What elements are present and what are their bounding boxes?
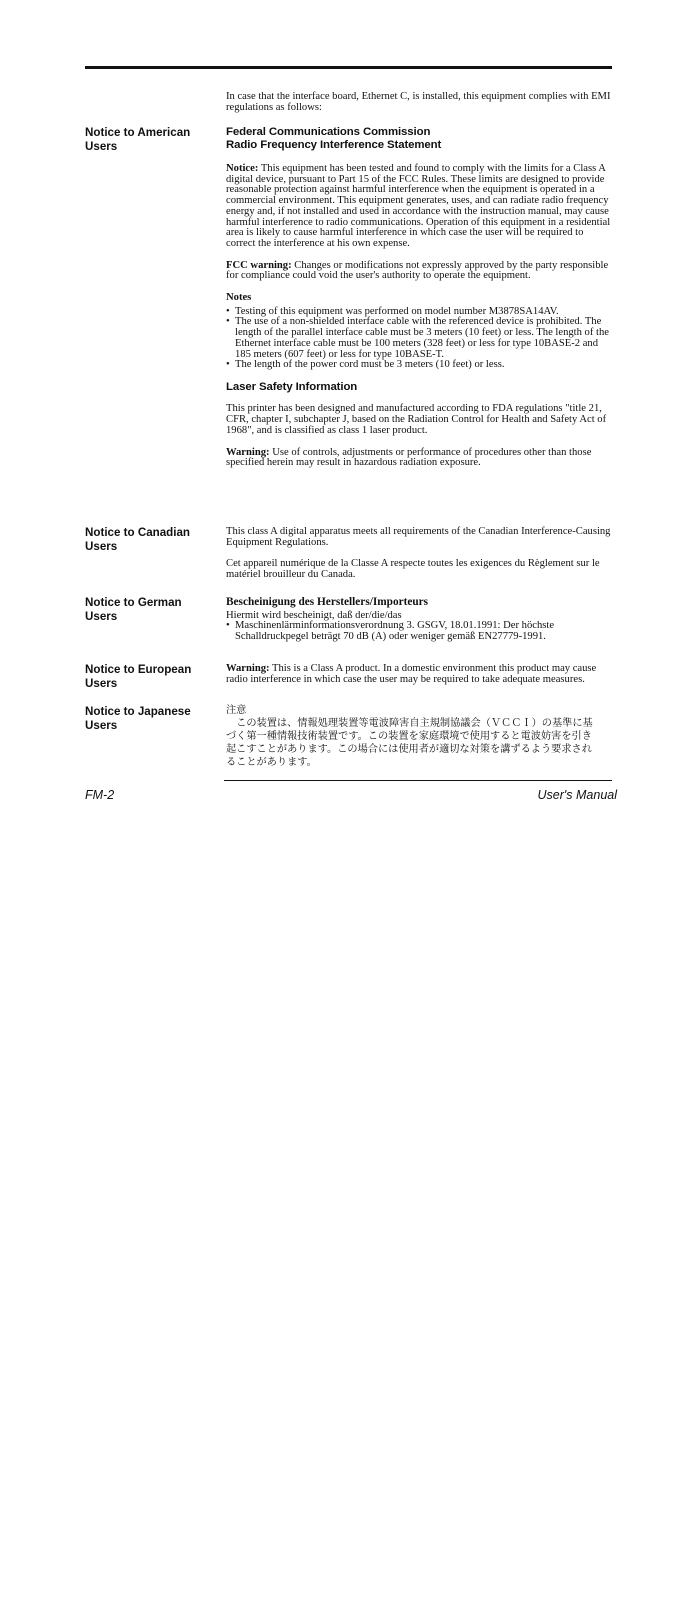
- laser-warning-paragraph: [226, 448, 614, 469]
- japanese-paragraph: この装置は、情報処理装置等電波障害自主規制協議会（ＶＣＣＩ）の基準に基づく第一種情報技術装置です。この装置を家庭環境で使用すると電波妨害を引き起こすことがあります。この場合には使用者が適切な対策を講ずるよう要求されることがあります。: [226, 718, 593, 768]
- japanese-title: 注意: [226, 705, 247, 716]
- fcc-warning-paragraph: [226, 261, 614, 282]
- fcc-warning-text: Changes or modifications not expressly approved by the party responsible for compliance could void the user's authority to operate the equipment.: [226, 259, 609, 282]
- side-heading-european: Notice to European Users: [85, 663, 192, 690]
- german-list: [226, 621, 614, 642]
- list-item: • Maschinenlärminformationsverordnung 3. GSGV, 18.01.1991: Der höchste Schalldruckpegel beträgt 70 dB (A) oder weniger gemäß EN27779-1991.: [226, 621, 614, 642]
- warning-label: Warning:: [226, 446, 270, 458]
- canadian-english-paragraph: This class A digital apparatus meets all requirements of the Canadian Interference-Causing Equipment Regulations.: [226, 526, 611, 548]
- list-item: • The length of the power cord must be 3 meters (10 feet) or less.: [226, 360, 614, 371]
- notice-label: Notice:: [226, 163, 259, 174]
- section-japanese: [226, 704, 614, 769]
- canadian-french-paragraph: Cet appareil numérique de la Classe A respecte toutes les exigences du Règlement sur le matériel brouilleur du Canada.: [226, 558, 600, 581]
- side-heading-japanese: Notice to Japanese Users: [85, 705, 191, 732]
- section-canadian: [226, 527, 614, 581]
- list-item: • Testing of this equipment was performed on model number M3878SA14AV.: [226, 307, 614, 318]
- list-item: • The use of a non-shielded interface cable with the referenced device is prohibited. The length of the parallel interface cable must be 3 meters (10 feet) or less. The length of the Ethernet interface cable must be 100 meters (328 feet) or less for type 10BASE-2 and 185 meters (607 feet) or less for type 10BASE-T.: [226, 317, 614, 360]
- german-heading: Bescheinigung des Herstellers/Importeurs: [226, 596, 429, 608]
- side-heading-german: Notice to German Users: [85, 596, 182, 623]
- notes-list: [226, 307, 614, 371]
- section-european: [226, 664, 614, 685]
- side-heading-american: Notice to American Users: [85, 126, 191, 153]
- laser-paragraph: This printer has been designed and manufactured according to FDA regulations "title 21, CFR, chapter I, subchapter J, based on the Radiation Control for Health and Safety Act of 1968", and is classified as class 1 laser product.: [226, 403, 607, 436]
- rfi-heading: Radio Frequency Interference Statement: [226, 138, 442, 151]
- page-number: FM-2: [85, 788, 115, 802]
- fcc-heading: Federal Communications Commission: [226, 126, 431, 138]
- manual-title: User's Manual: [537, 788, 617, 802]
- fcc-notice-paragraph: [226, 164, 614, 250]
- section-american: [226, 126, 614, 469]
- bottom-rule: [224, 780, 612, 781]
- fcc-warning-label: FCC warning:: [226, 259, 292, 271]
- intro-paragraph: In case that the interface board, Ethernet C, is installed, this equipment complies with EMI regulations as follows:: [226, 91, 611, 113]
- laser-heading: Laser Safety Information: [226, 380, 358, 393]
- side-heading-canadian: Notice to Canadian Users: [85, 526, 191, 553]
- german-line: Hiermit wird bescheinigt, daß der/die/das: [226, 609, 402, 621]
- notes-label: Notes: [226, 292, 252, 304]
- notice-text: This equipment has been tested and found to comply with the limits for a Class A digital device, pursuant to Part 15 of the FCC Rules. These limits are designed to provide reasonable protection against harmful interference when the equipment is operated in a commercial environment. This equipment generates, uses, and can radiate radio frequency energy and, if not installed and used in accordance with the instruction manual, may cause harmful interference to radio communications. Operation of this equipment in a residential area is likely to cause harmful interference in which case the user will be required to correct the interference at his own expense.: [226, 163, 611, 249]
- warning-text: Use of controls, adjustments or performance of procedures other than those specified herein may result in hazardous radiation exposure.: [226, 446, 592, 469]
- warning-text: This is a Class A product. In a domestic environment this product may cause radio interference in which case the user may be required to take adequate measures.: [226, 663, 597, 685]
- top-rule: [85, 66, 612, 69]
- warning-label: Warning:: [226, 663, 270, 674]
- section-german: [226, 596, 614, 643]
